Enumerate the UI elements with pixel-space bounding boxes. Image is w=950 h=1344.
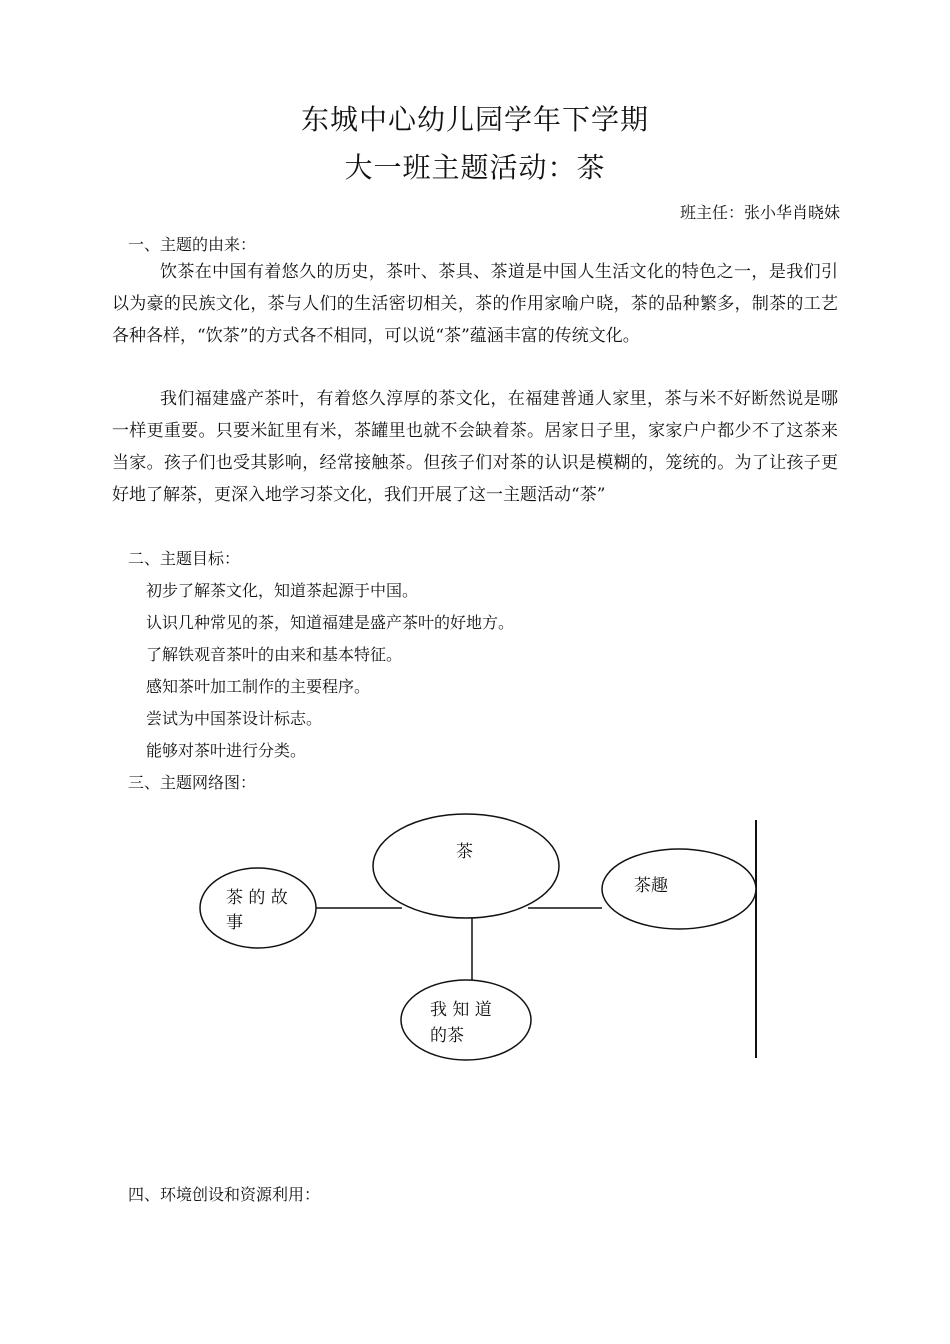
- goal-item: 初步了解茶文化，知道茶起源于中国。: [146, 581, 419, 600]
- node-bottom-label-line1: 我 知 道: [430, 1000, 492, 1020]
- goal-item: 感知茶叶加工制作的主要程序。: [146, 677, 371, 696]
- section-network-heading: 三、主题网络图：: [128, 773, 257, 792]
- origin-paragraph-2: 我们福建盛产茶叶，有着悠久淳厚的茶文化，在福建普通人家里，茶与米不好断然说是哪一样更重要。只要米缸里有米，茶罐里也就不会缺着茶。居家日子里，家家户户都少不了这茶来当家。孩子们也受其影响，经常接触茶。但孩子们对茶的认识是模糊的，笼统的。为了让孩子更好地了解茶，更深入地学习茶文化，我们开展了这一主题活动“茶”: [112, 389, 838, 505]
- node-center: [373, 814, 559, 918]
- goal-item: 认识几种常见的茶，知道福建是盛产茶叶的好地方。: [146, 613, 515, 632]
- section-goals-heading: 二、主题目标：: [128, 549, 241, 568]
- origin-paragraph-1: 饮茶在中国有着悠久的历史，茶叶、茶具、茶道是中国人生活文化的特色之一，是我们引以为豪的民族文化，茶与人们的生活密切相关，茶的作用家喻户晓，茶的品种繁多，制茶的工艺各种各样，“饮茶”的方式各不相同，可以说“茶”蕴涵丰富的传统文化。: [112, 262, 838, 346]
- node-bottom-label-line2: 的茶: [430, 1026, 464, 1046]
- node-left: [200, 868, 316, 948]
- node-left-label-line1: 茶 的 故: [226, 888, 288, 908]
- section-environment-heading: 四、环境创设和资源利用：: [128, 1185, 321, 1204]
- goal-item: 尝试为中国茶设计标志。: [146, 709, 323, 728]
- node-right: [602, 849, 756, 929]
- node-center-label: 茶: [456, 842, 473, 862]
- goal-item: 了解铁观音茶叶的由来和基本特征。: [146, 645, 403, 664]
- page-title-line2: 大一班主题活动：茶: [344, 151, 606, 184]
- section-origin-heading: 一、主题的由来：: [128, 235, 257, 254]
- theme-network-diagram: [0, 800, 950, 1080]
- node-right-label: 茶趣: [634, 876, 668, 896]
- teacher-line: 班主任：张小华肖晓妹: [679, 203, 840, 222]
- node-left-label-line2: 事: [226, 913, 243, 933]
- node-bottom: [401, 980, 531, 1060]
- goal-item: 能够对茶叶进行分类。: [146, 741, 307, 760]
- page-title-line1: 东城中心幼儿园学年下学期: [300, 103, 649, 136]
